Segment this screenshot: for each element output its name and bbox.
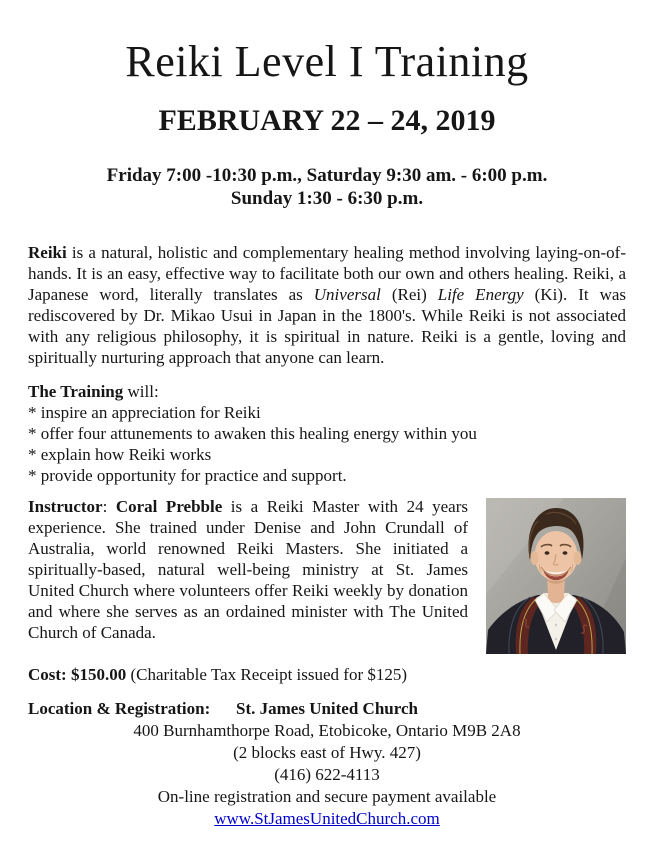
address-line: 400 Burnhamthorpe Road, Etobicoke, Ontario M9B 2A8	[133, 721, 521, 740]
instructor-section	[28, 496, 626, 654]
online-registration-note: On-line registration and secure payment available	[157, 787, 497, 806]
instructor-photo-graphic	[486, 498, 626, 654]
intro-italic-life-energy: Life Energy	[437, 285, 524, 304]
event-date: FEBRUARY 22 – 24, 2019	[158, 104, 496, 137]
event-times	[28, 164, 626, 210]
training-heading-bold: The Training	[28, 382, 124, 401]
event-times-line2: Sunday 1:30 - 6:30 p.m.	[230, 188, 424, 209]
landmark-line: (2 blocks east of Hwy. 427)	[233, 743, 421, 762]
cost-line	[28, 664, 626, 685]
registration-link[interactable]: www.StJamesUnitedChurch.com	[214, 809, 440, 828]
intro-segment: (Ki). It was rediscovered by Dr. Mikao Usui in Japan in the 1800's. While Reiki is not associated with any religious philosophy, it is spiritual in nature. Reiki is a gentle, loving and spiritually nurturing approach that anyone can learn.	[28, 285, 627, 367]
intro-segment: is a natural, holistic and complementary healing method involving laying-on-of-hands. It is an easy, effective way to facilitate both our own and others healing. Reiki, a Japanese word, literally translates as	[28, 243, 626, 304]
location-section	[28, 698, 626, 830]
phone-number: (416) 622-4113	[274, 765, 380, 784]
intro-lead: Reiki	[28, 243, 67, 262]
training-item: * explain how Reiki works	[28, 445, 212, 464]
instructor-photo	[486, 498, 626, 654]
training-section	[28, 381, 626, 486]
location-label: Location & Registration:	[28, 699, 211, 718]
cost-note: (Charitable Tax Receipt issued for $125)	[126, 665, 408, 684]
church-name: St. James United Church	[236, 699, 418, 718]
training-item: * provide opportunity for practice and support.	[28, 466, 347, 485]
intro-paragraph	[28, 242, 626, 368]
instructor-paragraph	[28, 496, 468, 643]
training-heading-rest: will:	[123, 382, 159, 401]
instructor-colon: :	[102, 497, 116, 516]
intro-segment: (Rei)	[380, 285, 438, 304]
cost-amount: Cost: $150.00	[28, 665, 127, 684]
intro-italic-universal: Universal	[313, 285, 381, 304]
training-heading	[28, 381, 626, 402]
training-item: * inspire an appreciation for Reiki	[28, 403, 261, 422]
page-title: Reiki Level I Training	[125, 37, 529, 86]
event-times-line1: Friday 7:00 -10:30 p.m., Saturday 9:30 am. - 6:00 p.m.	[106, 165, 548, 186]
instructor-label: Instructor	[28, 497, 103, 516]
instructor-name: Coral Prebble	[115, 497, 223, 516]
location-row	[28, 698, 626, 720]
instructor-bio: is a Reiki Master with 24 years experience. She trained under Denise and John Crundall of Australia, world renowned Reiki Masters. She initiated a spiritually-based, natural well-being ministry at St. James United Church where volunteers offer Reiki weekly by donation and where she serves as an ordained minister with The United Church of Canada.	[28, 497, 468, 642]
training-item: * offer four attunements to awaken this healing energy within you	[28, 424, 477, 443]
